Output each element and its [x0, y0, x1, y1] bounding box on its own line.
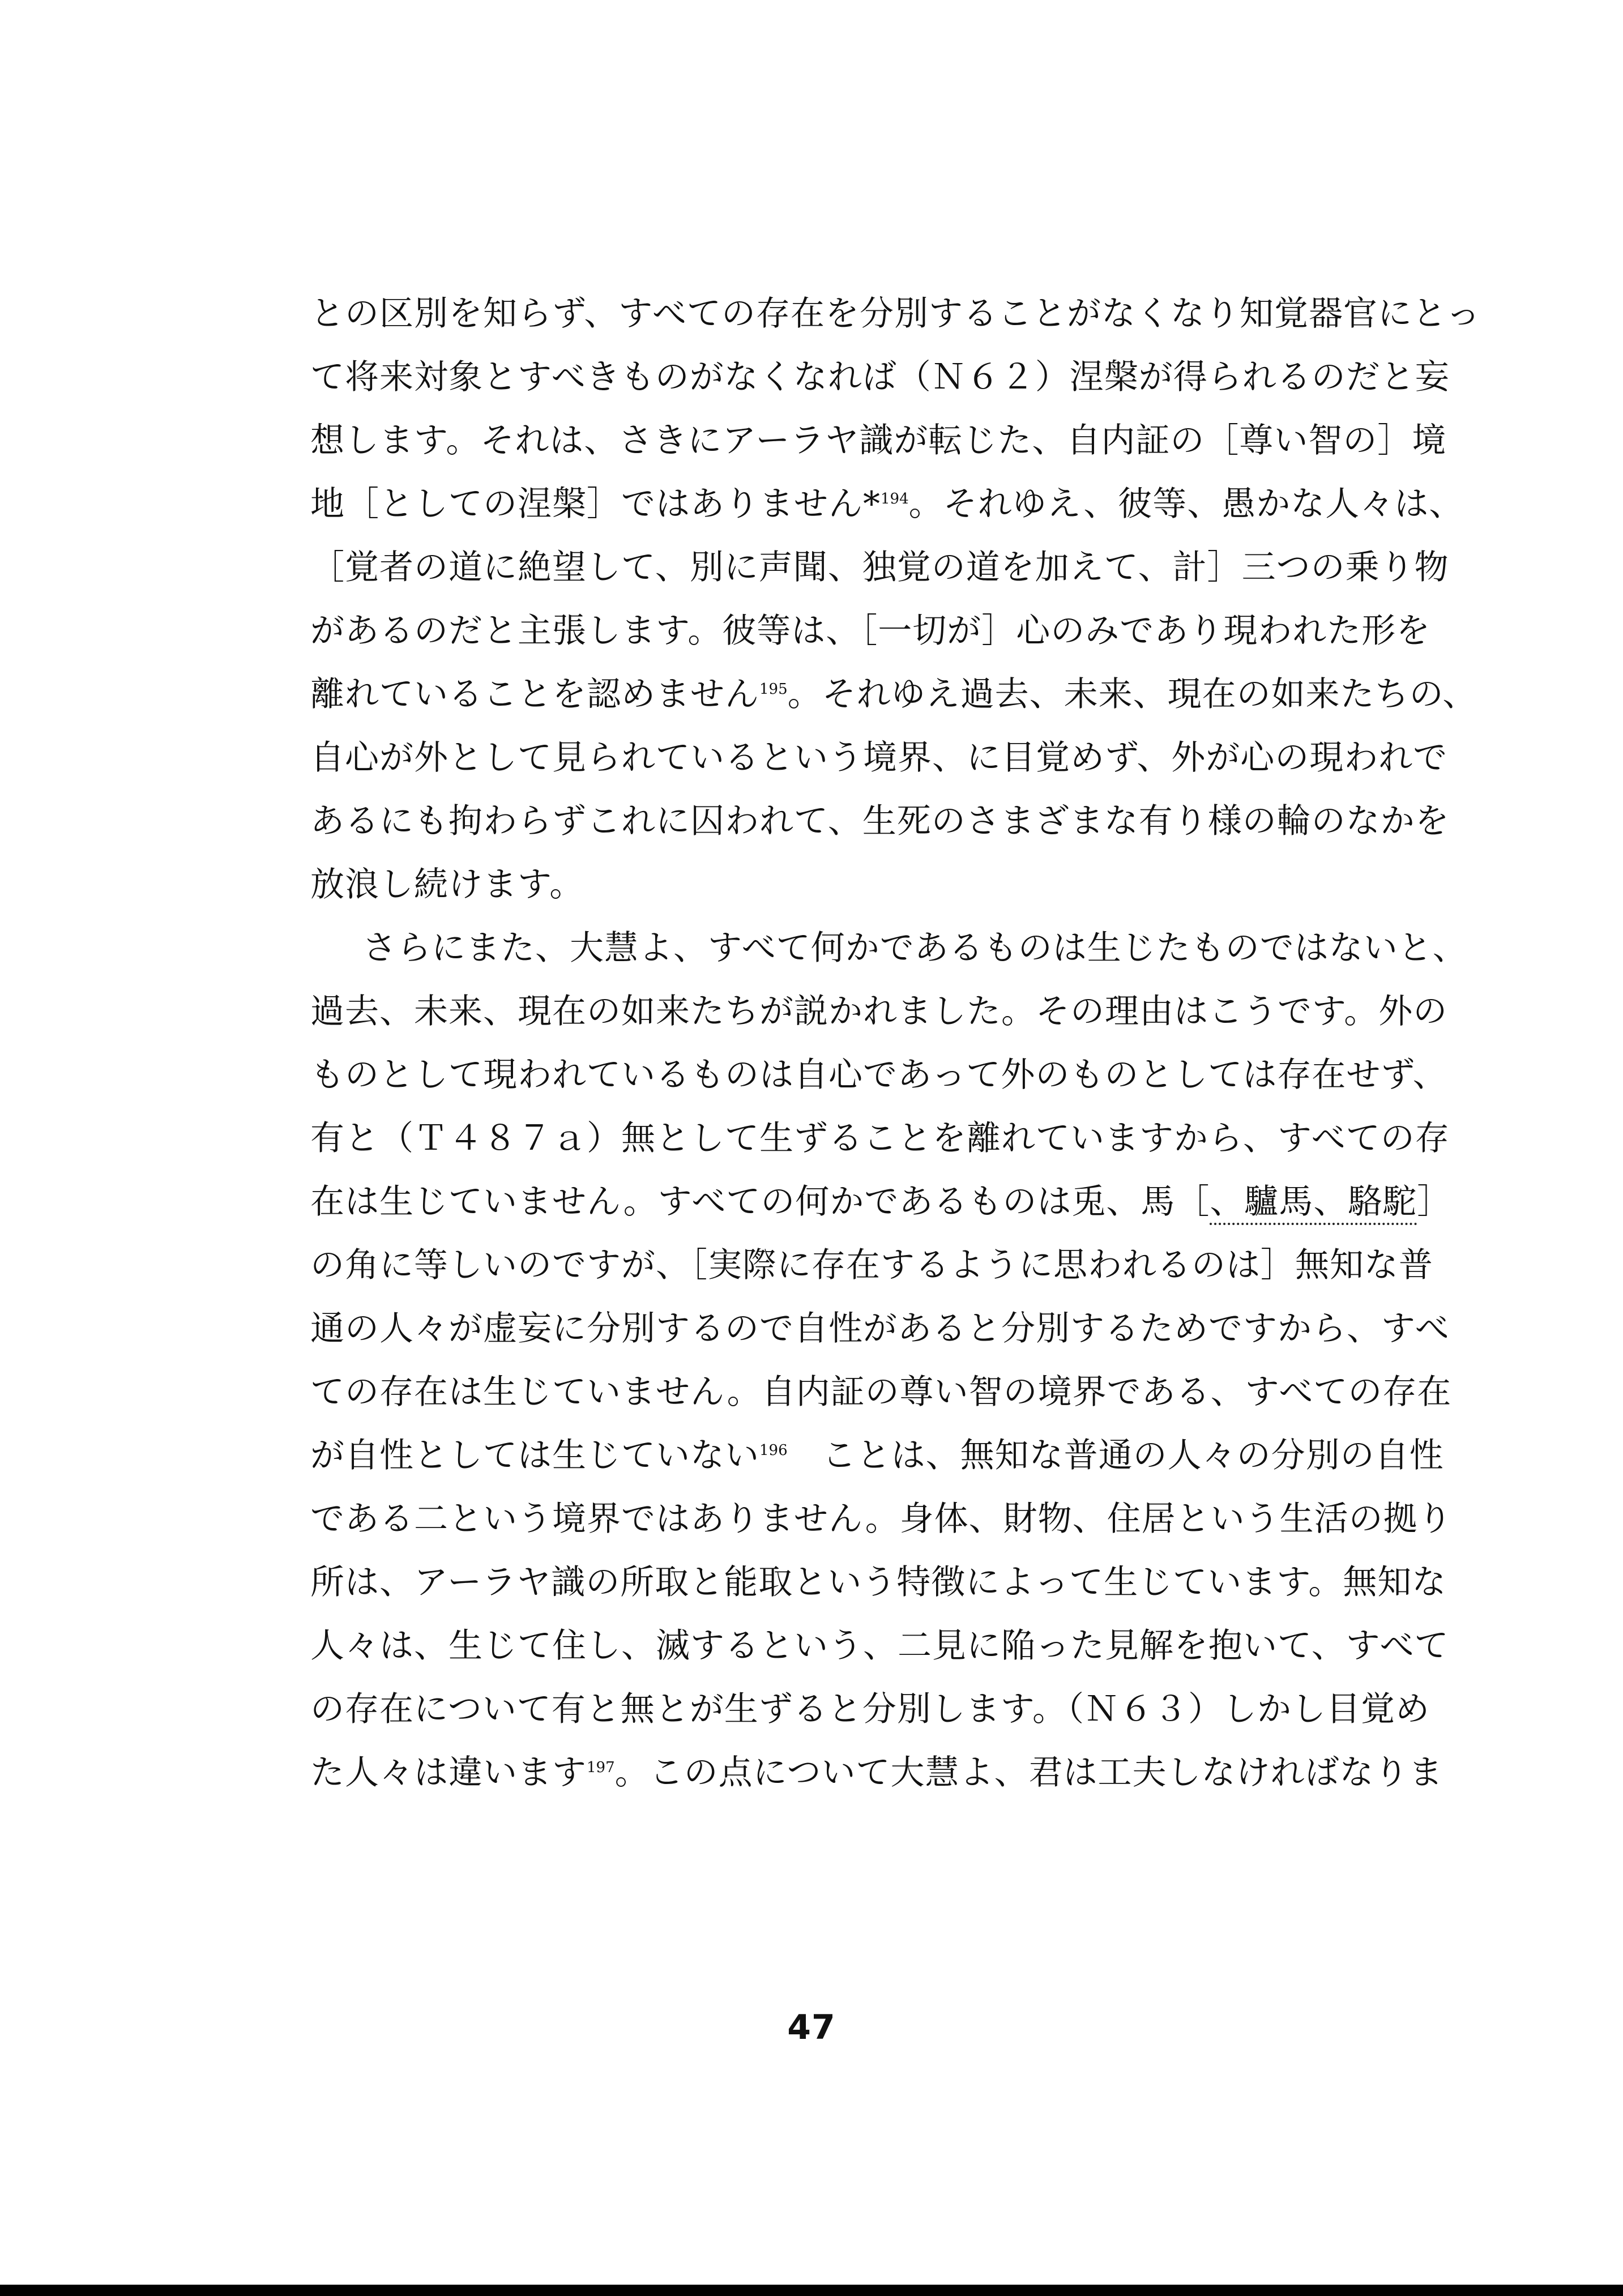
text-line: ての存在は生じていません。自内証の尊い智の境界である、すべての存在: [310, 1372, 1452, 1412]
dotted-underline-phrase: 、驢馬、駱駝: [1210, 1182, 1417, 1225]
text-line: 過去、未来、現在の如来たちが説かれました。その理由はこうです。外の: [310, 992, 1448, 1031]
text-line: あるにも拘わらずこれに囚われて、生死のさまざまな有り様の輪のなかを: [310, 801, 1450, 841]
text-line: 通の人々が虚妄に分別するので自性があると分別するためですから、すべ: [310, 1309, 1450, 1348]
text-line: 地［としての涅槃］ではありません*$^{194}$。それゆえ、彼等、愚かな人々は、: [310, 484, 1464, 524]
text-line: 自心が外として見られているという境界、に目覚めず、外が心の現われで: [310, 738, 1448, 778]
text-line: た人々は違います$^{197}$。この点について大慧よ、君は工夫しなければなりま: [310, 1753, 1443, 1793]
footnote-marker: 196: [759, 1442, 788, 1459]
text-line: さらにまた、大慧よ、すべて何かであるものは生じたものではないと、: [362, 928, 1467, 968]
text-line: の角に等しいのですが、［実際に存在するように思われるのは］無知な普: [310, 1245, 1433, 1285]
scan-border-bottom: [0, 2285, 1623, 2296]
text-line: 想します。それは、さきにアーラヤ識が転じた、自内証の［尊い智の］境: [310, 421, 1447, 460]
text-line: 所は、アーラヤ識の所取と能取という特徴によって生じています。無知な: [310, 1563, 1447, 1602]
text-line: て将来対象とすべきものがなくなれば（Ｎ６２）涅槃が得られるのだと妄: [310, 357, 1450, 397]
text-line: 有と（Ｔ４８７ａ）無として生ずることを離れていますから、すべての存: [310, 1119, 1450, 1158]
footnote-marker: 197: [587, 1759, 615, 1776]
text-line: 人々は、生じて住し、滅するという、二見に陥った見解を抱いて、すべて: [310, 1626, 1449, 1666]
text-line: の存在について有と無とが生ずると分別します。（Ｎ６３）しかし目覚め: [310, 1689, 1430, 1729]
text-line: 離れていることを認めません$^{195}$。それゆえ過去、未来、現在の如来たちの、: [310, 675, 1477, 714]
text-line: との区別を知らず、すべての存在を分別することがなくなり知覚器官にとっ: [310, 294, 1481, 334]
text-line: が自性としては生じていない$^{196}$ ことは、無知な普通の人々の分別の自性: [310, 1436, 1444, 1475]
text-line: 放浪し続けます。: [310, 865, 584, 904]
text-line: ものとして現われているものは自心であって外のものとしては存在せず、: [310, 1055, 1447, 1095]
text-line: 在は生じていません。すべての何かであるものは兎、馬［、驢馬、駱駝］: [310, 1170, 1375, 1234]
text-line: である二という境界ではありません。身体、財物、住居という生活の拠り: [310, 1499, 1453, 1539]
page-number: 47: [787, 2008, 836, 2047]
text-line: があるのだと主張します。彼等は、［一切が］心のみであり現われた形を: [310, 611, 1431, 651]
footnote-marker: 194: [881, 490, 909, 507]
footnote-marker: 195: [759, 681, 788, 698]
text-line: ［覚者の道に絶望して、別に声聞、独覚の道を加えて、計］三つの乗り物: [310, 548, 1449, 587]
